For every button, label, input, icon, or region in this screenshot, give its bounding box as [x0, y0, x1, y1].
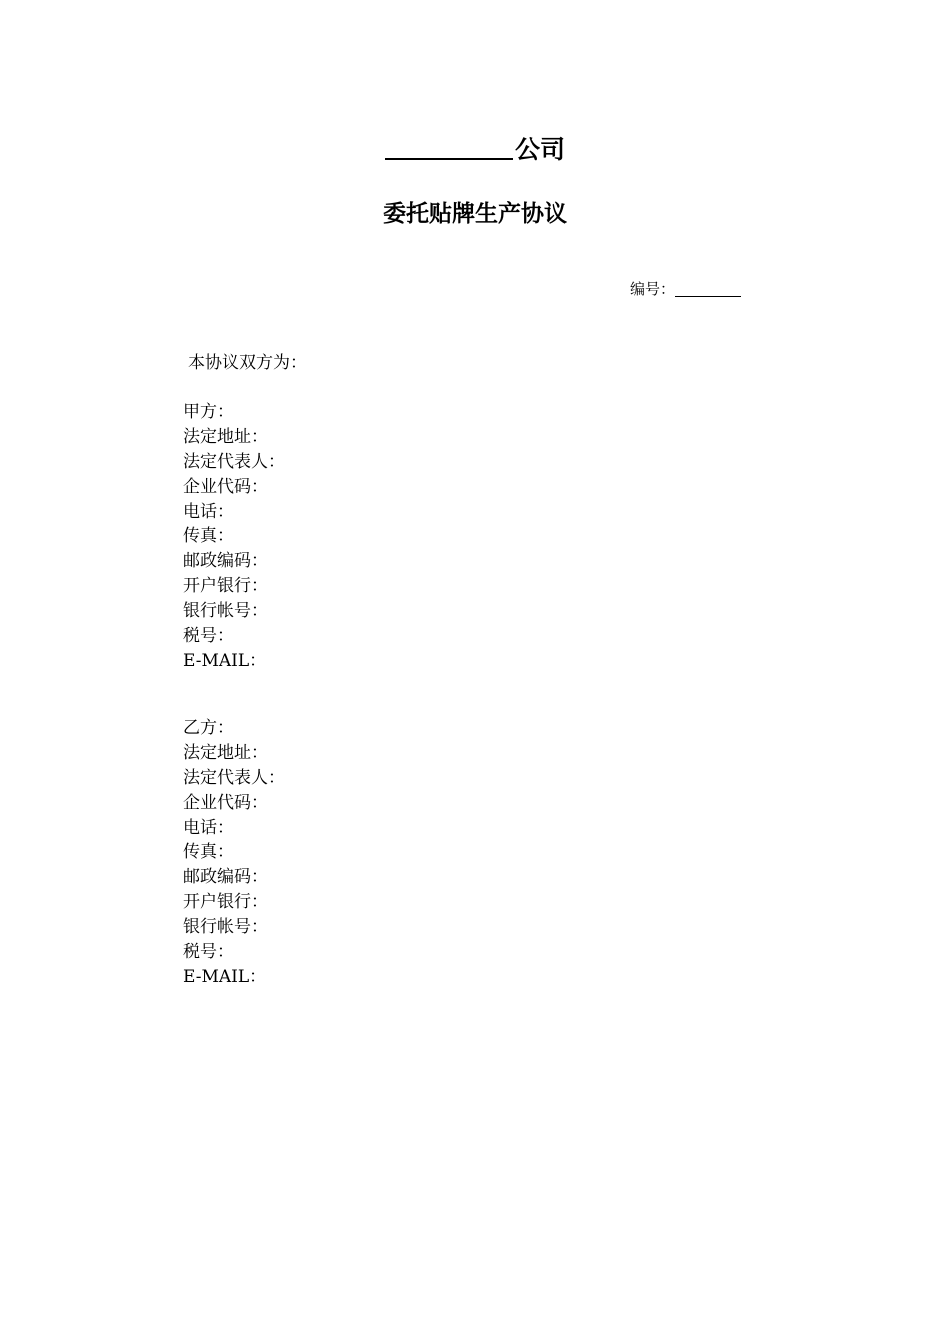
party-a-name-field: 甲方：	[183, 402, 234, 422]
company-suffix: 公司	[514, 135, 565, 164]
party-a-tax-id-field: 税号：	[183, 626, 234, 647]
party-a-postcode-field: 邮政编码：	[183, 551, 268, 572]
intro-text: 本协议双方为：	[188, 353, 307, 373]
party-b-postcode-field: 邮政编码：	[183, 867, 268, 888]
party-a-email-field: E-MAIL：	[183, 650, 267, 671]
company-title	[0, 130, 950, 170]
party-a-phone-field: 电话：	[183, 501, 234, 522]
party-b-phone-field: 电话：	[183, 817, 234, 838]
party-a-fax-field: 传真：	[183, 526, 234, 547]
party-b-email-field: E-MAIL：	[183, 966, 267, 987]
party-b-block	[183, 716, 285, 990]
party-a-enterprise-code-field: 企业代码：	[183, 476, 268, 497]
party-a-bank-field: 开户银行：	[183, 576, 268, 597]
company-name-blank	[385, 132, 513, 160]
party-b-fax-field: 传真：	[183, 842, 234, 863]
party-a-representative-field: 法定代表人：	[183, 451, 285, 472]
party-a-address-field: 法定地址：	[183, 426, 268, 447]
document-number	[630, 278, 741, 300]
document-number-label: 编号：	[630, 280, 676, 298]
document-title: 委托贴牌生产协议	[383, 201, 567, 227]
party-b-account-field: 银行帐号：	[183, 917, 268, 938]
party-b-address-field: 法定地址：	[183, 742, 268, 763]
party-a-block	[183, 400, 285, 674]
document-number-blank	[675, 280, 741, 297]
party-b-enterprise-code-field: 企业代码：	[183, 792, 268, 813]
party-b-tax-id-field: 税号：	[183, 942, 234, 963]
party-b-bank-field: 开户银行：	[183, 892, 268, 913]
party-a-account-field: 银行帐号：	[183, 601, 268, 622]
party-b-representative-field: 法定代表人：	[183, 767, 285, 788]
party-b-name-field: 乙方：	[183, 718, 234, 738]
